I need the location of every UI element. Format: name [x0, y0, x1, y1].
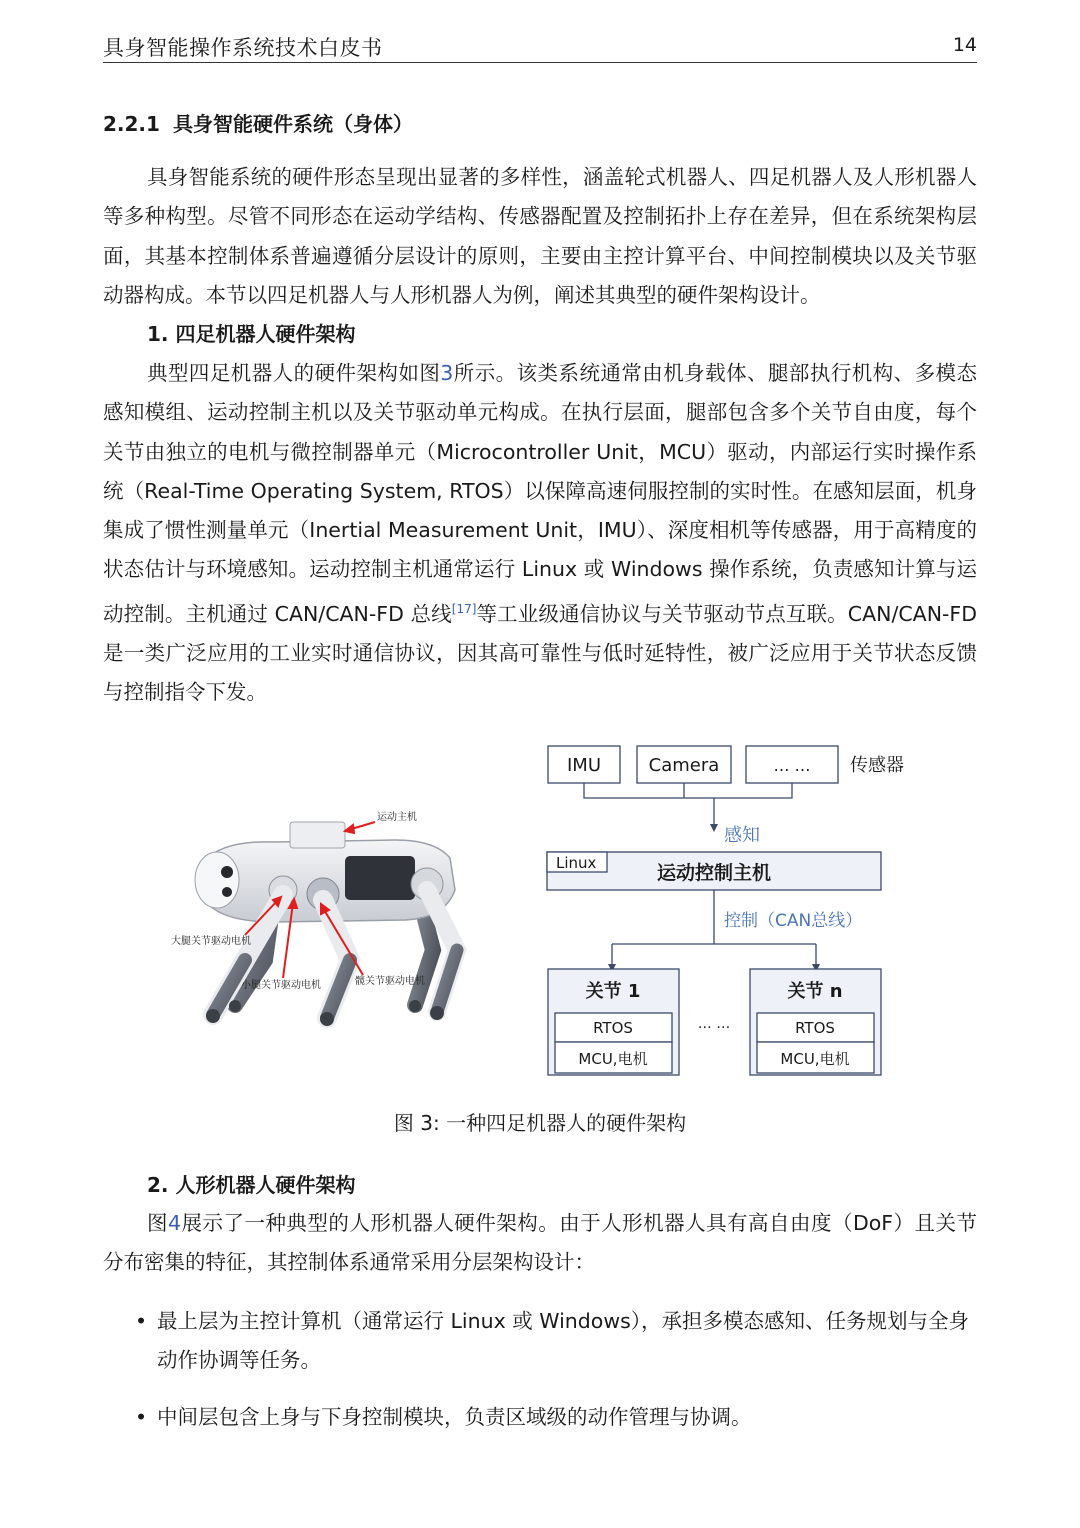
perception-label: 感知 [724, 825, 760, 846]
joint-n-mcu: MCU,电机 [780, 1050, 850, 1068]
running-title: 具身智能操作系统技术白皮书 [103, 36, 383, 60]
sensor-more-label: … … [773, 756, 811, 775]
quadruped-paragraph: 典型四足机器人的硬件架构如图3所示。该类系统通常由机身载体、腿部执行机构、多模态感知模组、运动控制主机以及关节驱动单元构成。在执行层面，腿部包含多个关节自由度，每个关节由独立的电机与微控制器单元（Microcontroller Unit，MCU）驱动，内部运行实时操作系统（Real-Time Operating System, RTOS）以保障高速伺服控制的实时性。在感知层面，机身集成了惯性测量单元（Inertial Measurement Unit，IMU）、深度相机等传感器，用于高精度的状态估计与环境感知。运动控制主机通常运行 Linux 或 Windows 操作系统，负责感知计算与运动控制。主机通过 CAN/CAN-FD 总线[17]等工业级通信协议与关节驱动节点互联。CAN/CAN-FD 是一类广泛应用的工业实时通信协议，因其高可靠性与低时延特性，被广泛应用于关节状态反馈与控制指令下发。 [103, 361, 977, 705]
sensor-camera-label: Camera [648, 755, 720, 776]
section-number: 2.2.1 [103, 112, 160, 136]
foot [430, 1006, 444, 1020]
quadruped-robot-illustration [165, 800, 495, 1040]
joint-ellipsis: … … [697, 1016, 731, 1032]
joint-n-rtos: RTOS [795, 1019, 835, 1037]
subsection-2-title: 2. 人形机器人硬件架构 [147, 1173, 356, 1197]
section-title: 具身智能硬件系统（身体） [173, 112, 413, 136]
joint-n-title: 关节 n [787, 981, 843, 1002]
sensor-connector [584, 783, 792, 828]
joint-1-title: 关节 1 [585, 981, 641, 1002]
humanoid-paragraph: 图4展示了一种典型的人形机器人硬件架构。由于人形机器人具有高自由度（DoF）且关节分布密集的特征，其控制体系通常采用分层架构设计： [103, 1211, 977, 1275]
main-controller-label: 运动控制主机 [656, 862, 772, 884]
joint-1-mcu: MCU,电机 [578, 1050, 648, 1068]
robot-head [195, 852, 239, 908]
figure-4-ref-link[interactable]: 4 [167, 1211, 182, 1235]
sensor-group-label: 传感器 [850, 755, 904, 776]
running-header [103, 30, 977, 63]
linux-tag-label: Linux [556, 854, 597, 872]
foot [409, 1000, 421, 1012]
front-sensor [222, 887, 232, 897]
label-main-computer: 运动主机 [377, 812, 417, 823]
list-item-text: 中间层包含上身与下身控制模块，负责区域级的动作管理与协调。 [157, 1405, 752, 1429]
intro-paragraph: 具身智能系统的硬件形态呈现出显著的多样性，涵盖轮式机器人、四足机器人及人形机器人等多种构型。尽管不同形态在运动学结构、传感器配置及控制拓扑上存在差异，但在系统架构层面，其基本控制体系普遍遵循分层设计的原则，主要由主控计算平台、中间控制模块以及关节驱动器构成。本节以四足机器人与人形机器人为例，阐述其典型的硬件架构设计。 [103, 165, 977, 307]
arrowhead [710, 824, 718, 832]
page-number: 14 [952, 34, 977, 56]
bullet-dot: • [135, 1405, 148, 1429]
arrowhead [345, 825, 354, 833]
joint-1-rtos: RTOS [593, 1019, 633, 1037]
figure-caption: 图 3: 一种四足机器人的硬件架构 [393, 1111, 687, 1135]
label-hip-motor: 髋关节驱动电机 [355, 976, 425, 987]
citation-17-link[interactable]: [17] [451, 601, 477, 616]
front-camera [221, 866, 233, 878]
main-computer-box [290, 822, 345, 848]
label-thigh-motor: 大腿关节驱动电机 [171, 936, 251, 947]
control-label: 控制（CAN总线） [724, 911, 863, 931]
section-heading [103, 108, 413, 137]
foot [320, 1012, 334, 1026]
figure-3-ref-link[interactable]: 3 [440, 361, 454, 385]
sensor-imu-label: IMU [566, 755, 602, 776]
battery-module [345, 856, 415, 900]
architecture-diagram [540, 738, 940, 1083]
foot [206, 1009, 220, 1023]
bullet-dot: • [135, 1309, 148, 1333]
figure-3 [0, 730, 1080, 1110]
label-calf-motor: 小腿关节驱动电机 [241, 980, 321, 991]
list-item-text: 最上层为主控计算机（通常运行 Linux 或 Windows），承担多模态感知、任务规划与全身动作协调等任务。 [157, 1309, 970, 1373]
subsection-1-title: 1. 四足机器人硬件架构 [147, 322, 356, 346]
foot [229, 1000, 241, 1012]
